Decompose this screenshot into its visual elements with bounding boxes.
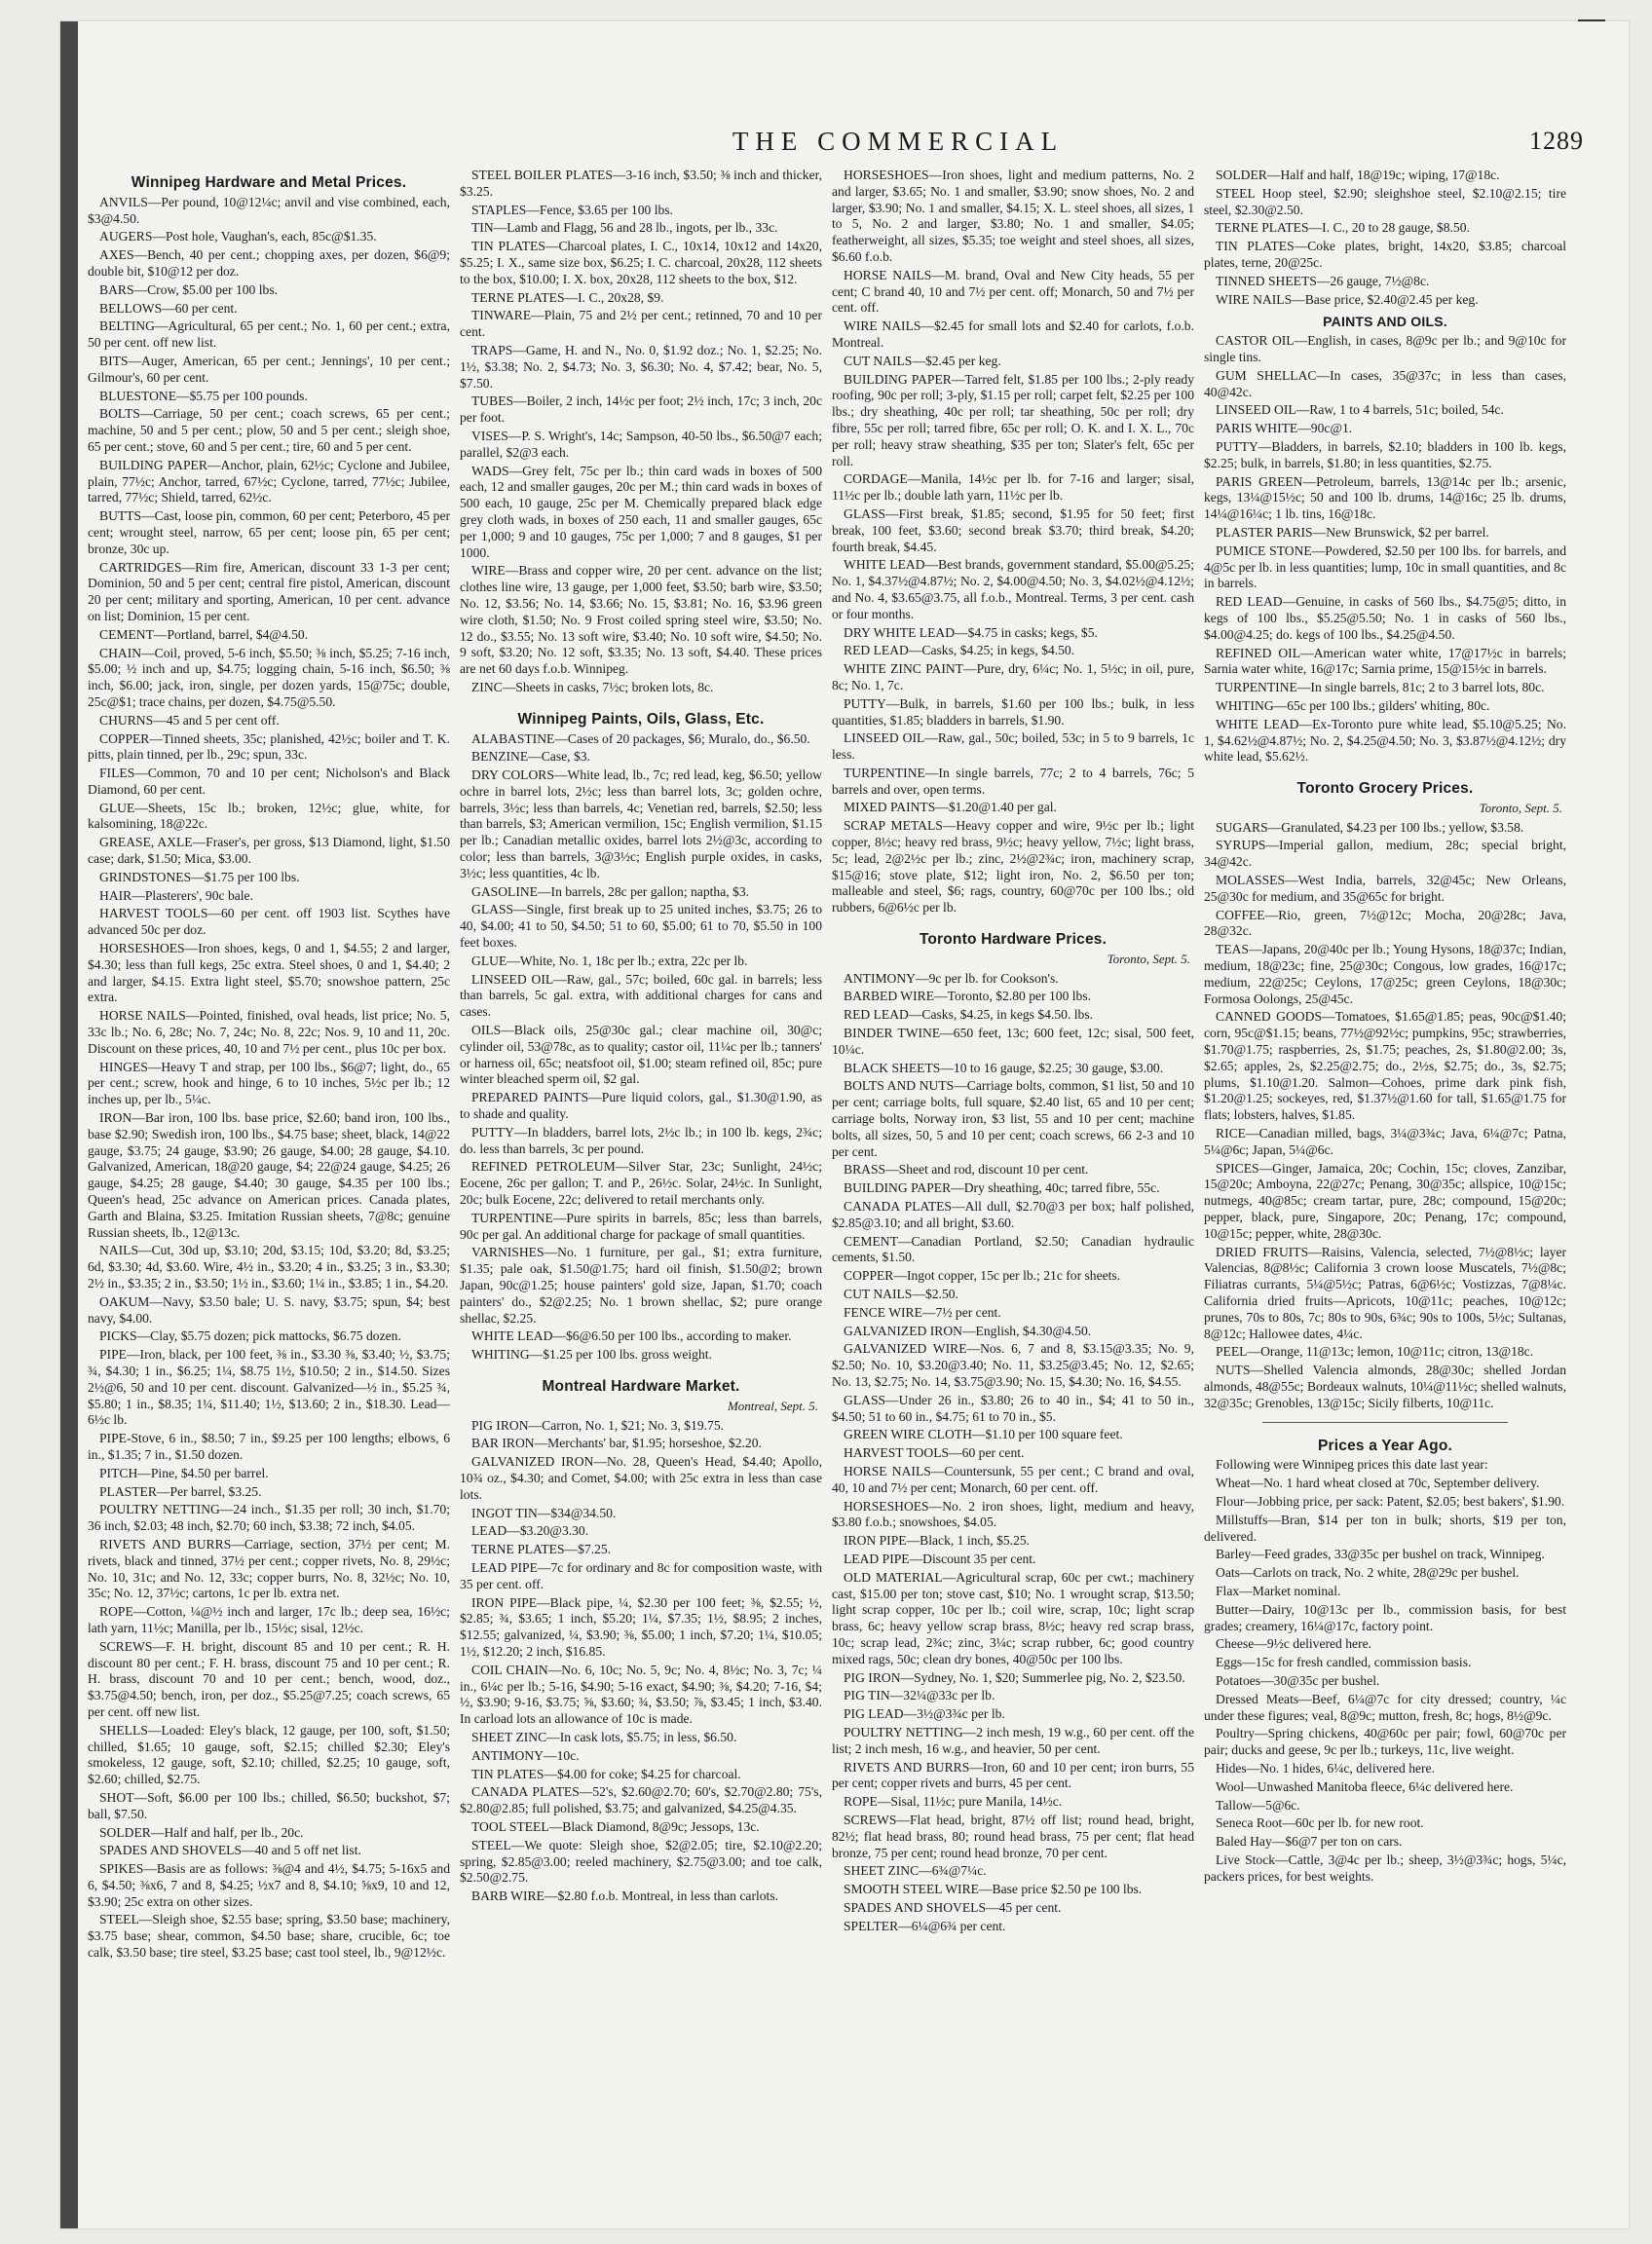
- price-entry: MOLASSES—West India, barrels, 32@45c; New Orleans, 25@30c for medium, and 35@65c for bright.: [1204, 873, 1566, 904]
- price-entry: GLASS—Single, first break up to 25 united inches, $3.75; 26 to 40, $4.00; 41 to 50, $4.50; 51 to 60, $5.00; 61 to 70, $5.50 in 100 feet boxes.: [460, 902, 822, 951]
- price-entry: CUT NAILS—$2.45 per keg.: [844, 353, 1001, 368]
- price-entry: NUTS—Shelled Valencia almonds, 28@30c; shelled Jordan almonds, 48@55c; Bordeaux walnuts, 10¼@11½c; shelled walnuts, 32@35c; Grenobles, 13@15c; Sicily filberts, 10@11c.: [1204, 1363, 1566, 1410]
- page-number: 1289: [1529, 127, 1584, 155]
- price-entry: GLUE—Sheets, 15c lb.; broken, 12½c; glue, white, for kalsomining, 18@22c.: [88, 800, 450, 832]
- price-entry: RED LEAD—Casks, $4.25; in kegs, $4.50.: [844, 643, 1075, 658]
- price-entry: STEEL BOILER PLATES—3-16 inch, $3.50; ⅜ inch and thicker, $3.25.: [460, 168, 822, 199]
- price-entry: BRASS—Sheet and rod, discount 10 per cent.: [844, 1162, 1089, 1178]
- price-entry: TIN PLATES—Charcoal plates, I. C., 10x14, 10x12 and 14x20, $5.25; I. X., same size box, $6.25; I. C. charcoal, 20x28, 112 sheets to the box, $10.00; I. X. box, 20x28, 112 sheets to the box, $12.: [460, 239, 822, 286]
- price-entry: CASTOR OIL—English, in cases, 8@9c per lb.; and 9@10c for single tins.: [1204, 333, 1566, 364]
- price-entry: CANADA PLATES—All dull, $2.70@3 per box; half polished, $2.85@3.10; and all bright, $3.60.: [832, 1199, 1194, 1230]
- price-entry: GASOLINE—In barrels, 28c per gallon; naptha, $3.: [471, 883, 750, 899]
- price-entry: TURPENTINE—In single barrels, 81c; 2 to 3 barrel lots, 80c.: [1216, 680, 1545, 695]
- price-entry: COPPER—Tinned sheets, 35c; planished, 42½c; boiler and T. K. pitts, plain tinned, per lb., 29c; spun, 33c.: [88, 730, 450, 763]
- price-entry: RICE—Canadian milled, bags, 3¼@3¾c; Java, 6¼@7c; Patna, 5¼@6c; Japan, 5¼@6c.: [1204, 1126, 1566, 1157]
- price-entry: TINNED SHEETS—26 gauge, 7½@8c.: [1216, 273, 1430, 288]
- price-entry: TERNE PLATES—$7.25.: [471, 1542, 612, 1557]
- price-entry: IRON—Bar iron, 100 lbs. base price, $2.60; band iron, 100 lbs., base $2.90; Swedish iron, 100 lbs., $4.75 base; sheet, black, 14@22 gauge, $3.75; 24 gauge, $3.90; 26 gauge, $4.00; 28 gauge, $4.10. Galvanized, American, 18@20 gauge, $4; 22@24 gauge, $4.25; 26 gauge, $4.25; 28 gauge, $4.40; 30 gauge, $4.35 per 100 lbs.; Queen's head, 25c advance on American prices. Canada plates, Garth and Blaina, $3.25. Imitation Russian sheets, 7@8c; genuine Russian sheets, lb., 12@13c.: [88, 1110, 450, 1240]
- price-entry: SUGARS—Granulated, $4.23 per 100 lbs.; yellow, $3.58.: [1216, 819, 1524, 835]
- price-entry: CHAIN—Coil, proved, 5-6 inch, $5.50; ⅜ inch, $5.25; 7-16 inch, $5.00; ½ inch and up, $4.75; logging chain, 5-16 inch, $6.50; ⅜ inch, $6.00; jack, iron, single, per dozen yards, 15@75c; double, 25c@$1; trace chains, per dozen, $4.75@5.50.: [88, 645, 450, 709]
- price-entry: PUTTY—Bladders, in barrels, $2.10; bladders in 100 lb. kegs, $2.25; bulk, in barrels, $1.80; in less quantities, $2.75.: [1204, 438, 1566, 470]
- page-binding-edge: [60, 21, 78, 2228]
- price-entry: PICKS—Clay, $5.75 dozen; pick mattocks, $6.75 dozen.: [99, 1328, 401, 1344]
- price-entry: BENZINE—Case, $3.: [471, 749, 590, 765]
- price-entry: OILS—Black oils, 25@30c gal.; clear machine oil, 30@c; cylinder oil, 53@78c, as to quality; castor oil, 11¼c per lb.; tanners' or harness oil, 65c; neatsfoot oil, $1.00; steam refined oil, 85c; pure winter bleached sperm oil, $2 gal.: [460, 1023, 822, 1087]
- price-entry: SPADES AND SHOVELS—45 per cent.: [844, 1899, 1062, 1915]
- price-entry: OAKUM—Navy, $3.50 bale; U. S. navy, $3.75; spun, $4; best navy, $4.00.: [88, 1293, 450, 1326]
- price-entry: TIN PLATES—$4.00 for coke; $4.25 for charcoal.: [471, 1766, 741, 1781]
- price-entry: BLACK SHEETS—10 to 16 gauge, $2.25; 30 gauge, $3.00.: [844, 1060, 1164, 1075]
- price-entry: AXES—Bench, 40 per cent.; chopping axes, per dozen, $6@9; double bit, $10@12 per doz.: [88, 247, 450, 279]
- dateline: Toronto, Sept. 5.: [1107, 951, 1190, 966]
- price-entry: LINSEED OIL—Raw, 1 to 4 barrels, 51c; boiled, 54c.: [1216, 402, 1504, 418]
- crop-mark: [1578, 19, 1605, 21]
- price-entry: BARB WIRE—$2.80 f.o.b. Montreal, in less than carlots.: [471, 1889, 779, 1904]
- price-entry: BINDER TWINE—650 feet, 13c; 600 feet, 12c; sisal, 500 feet, 10¼c.: [832, 1026, 1194, 1057]
- section-heading: Winnipeg Paints, Oils, Glass, Etc.: [517, 710, 765, 728]
- price-entry: ALABASTINE—Cases of 20 packages, $6; Muralo, do., $6.50.: [471, 730, 810, 746]
- price-entry: HORSE NAILS—Countersunk, 55 per cent.; C brand and oval, 40, 10 and 7½ per cent; Monarch, 60 per cent. off.: [832, 1463, 1194, 1495]
- price-entry: TIN—Lamb and Flagg, 56 and 28 lb., ingots, per lb., 33c.: [471, 220, 778, 236]
- price-entry: DRIED FRUITS—Raisins, Valencia, selected, 7½@8½c; layer Valencias, 8@8½c; California 3 crown loose Muscatels, 7½@8c; Filiatras currants, 5¼@5½c; Patras, 6@6½c; Vostizzas, 7@8¼c. California dried fruits—Apricots, 10@11c; peaches, 10@12c; prunes, 70s to 80s, 7c; 80s to 90s, 6¾c; 90s to 100s, 5½c; Sultanas, 8@12c; Hallowee dates, 4¼c.: [1204, 1244, 1566, 1341]
- price-entry: ANTIMONY—10c.: [471, 1747, 580, 1763]
- price-entry: Wool—Unwashed Manitoba fleece, 6¼c delivered here.: [1216, 1778, 1514, 1794]
- section-heading: Montreal Hardware Market.: [542, 1377, 740, 1395]
- price-entry: Barley—Feed grades, 33@35c per bushel on track, Winnipeg.: [1216, 1547, 1545, 1562]
- price-entry: WIRE NAILS—$2.45 for small lots and $2.40 for carlots, f.o.b. Montreal.: [832, 318, 1194, 350]
- price-entry: TRAPS—Game, H. and N., No. 0, $1.92 doz.; No. 1, $2.25; No. 1½, $3.38; No. 2, $4.73; No. 3, $6.30; No. 4, $7.42; bear, No. 5, $7.50.: [460, 342, 822, 391]
- price-entry: VISES—P. S. Wright's, 14c; Sampson, 40-50 lbs., $6.50@7 each; parallel, $2@3 each.: [460, 428, 822, 460]
- price-entry: TURPENTINE—Pure spirits in barrels, 85c; less than barrels, 90c per gal. An additional charge for package of small quantities.: [460, 1210, 822, 1242]
- price-entry: Seneca Root—60c per lb. for new root.: [1216, 1815, 1424, 1831]
- price-entry: SCREWS—F. H. bright, discount 85 and 10 per cent.; R. H. discount 80 per cent.; F. H. brass, discount 75 and 10 per cent.; R. H. brass, discount 70 and 10 per cent.; bench, wood, doz., $3.75@4.50; bench, iron, per doz., $5.25@7.25; coach screws, 65 per cent. off new list.: [88, 1638, 450, 1719]
- price-entry: HORSESHOES—Iron shoes, kegs, 0 and 1, $4.55; 2 and larger, $4.30; less than full kegs, 25c extra. Steel shoes, 0 and 1, $4.40; 2 and larger, $4.15. Extra light steel, $5.70; snowshoe pattern, 25c extra.: [88, 941, 450, 1005]
- price-entry: Tallow—5@6c.: [1216, 1797, 1300, 1813]
- price-entry: SPADES AND SHOVELS—40 and 5 off net list.: [99, 1843, 361, 1858]
- price-entry: STEEL Hoop steel, $2.90; sleighshoe steel, $2.10@2.15; tire steel, $2.30@2.50.: [1204, 185, 1566, 217]
- price-entry: LEAD PIPE—Discount 35 per cent.: [844, 1551, 1036, 1566]
- price-entry: Oats—Carlots on track, No. 2 white, 28@29c per bushel.: [1216, 1565, 1520, 1581]
- price-entry: PIPE-Stove, 6 in., $8.50; 7 in., $9.25 per 100 lengths; elbows, 6 in., $1.35; 7 in., $1.50 dozen.: [88, 1431, 450, 1462]
- price-entry: GLASS—First break, $1.85; second, $1.95 for 50 feet; first break, 100 feet, $3.60; second break $3.70; third break, $4.20; fourth break, $4.45.: [832, 505, 1194, 554]
- price-entry: REFINED PETROLEUM—Silver Star, 23c; Sunlight, 24½c; Eocene, 26c per gallon; T. and P., 26½c. Solar, 24½c. In Sunlight, 20c; bulk Eocene, 22c; delivered to retail merchants only.: [460, 1159, 822, 1208]
- price-entry: PIG IRON—Carron, No. 1, $21; No. 3, $19.75.: [471, 1417, 725, 1433]
- price-entry: DRY WHITE LEAD—$4.75 in casks; kegs, $5.: [844, 624, 1098, 640]
- price-entry: SMOOTH STEEL WIRE—Base price $2.50 pe 100 lbs.: [844, 1882, 1143, 1897]
- price-entry: BAR IRON—Merchants' bar, $1.95; horseshoe, $2.20.: [471, 1436, 762, 1451]
- price-entry: BUILDING PAPER—Dry sheathing, 40c; tarred fibre, 55c.: [844, 1180, 1160, 1196]
- price-entry: GLASS—Under 26 in., $3.80; 26 to 40 in., $4; 41 to 50 in., $4.50; 51 to 60 in., $4.75; 61 to 70 in., $5.: [832, 1392, 1194, 1424]
- price-entry: PIPE—Iron, black, per 100 feet, ⅜ in., $3.30 ⅜, $3.40; ½, $3.75; ¾, $4.30; 1 in., $6.25; 1¼, $8.75 1½, $10.50; 2 in., $14.50. Sizes 2½@6, 50 and 10 per cent. discount. Galvanized—½ in., $5.25 ¾, $5.80; 1 in., $8.35; 1¼, $11.40; 1½, $13.60; 2 in., $18.30. Lead—6½c lb.: [88, 1347, 450, 1428]
- price-entry: SOLDER—Half and half, per lb., 20c.: [99, 1824, 304, 1840]
- price-entry: LEAD PIPE—7c for ordinary and 8c for composition waste, with 35 per cent. off.: [460, 1559, 822, 1591]
- price-entry: TIN PLATES—Coke plates, bright, 14x20, $3.85; charcoal plates, terne, 20@25c.: [1204, 239, 1566, 270]
- price-entry: SHOT—Soft, $6.00 per 100 lbs.; chilled, $6.50; buckshot, $7; ball, $7.50.: [88, 1789, 450, 1821]
- price-entry: ANTIMONY—9c per lb. for Cookson's.: [844, 970, 1059, 986]
- price-entry: BUILDING PAPER—Anchor, plain, 62½c; Cyclone and Jubilee, plain, 77½c; Anchor, tarred, 67½c; Cyclone, tarred, 77½c; Jubilee, tarred, 77½c; Shield, tarred, 62½c.: [88, 457, 450, 505]
- dateline: Toronto, Sept. 5.: [1479, 800, 1562, 815]
- price-entry: PEEL—Orange, 11@13c; lemon, 10@11c; citron, 13@18c.: [1216, 1344, 1534, 1360]
- price-entry: RED LEAD—Casks, $4.25, in kegs $4.50. lbs.: [844, 1007, 1094, 1023]
- price-entry: Flax—Market nominal.: [1216, 1583, 1341, 1598]
- price-entry: GREASE, AXLE—Fraser's, per gross, $13 Diamond, light, $1.50 case; dark, $1.50; Mica, $3.00.: [88, 835, 450, 867]
- price-entry: SCRAP METALS—Heavy copper and wire, 9½c per lb.; light copper, 8½c; heavy red brass, 9½c; heavy yellow, 7½c; light brass, 5c; lead, 2@2½c per lb.; zinc, 2½@2¾c; iron, machinery scrap, $15@16; stove plate, $12; light iron, No. 2, $6.50 per ton; malleable and steel, $6; rags, country, 60@70c per 100 lbs.; old rubbers, 6@6½c per lb.: [832, 818, 1194, 916]
- price-entry: PITCH—Pine, $4.50 per barrel.: [99, 1465, 269, 1480]
- page-title: THE COMMERCIAL: [732, 127, 1065, 156]
- price-entry: GREEN WIRE CLOTH—$1.10 per 100 square feet.: [844, 1427, 1123, 1442]
- price-entry: AUGERS—Post hole, Vaughan's, each, 85c@$1.35.: [99, 229, 377, 244]
- price-entry: Eggs—15c for fresh candled, commission basis.: [1216, 1655, 1472, 1670]
- price-entry: WHITE LEAD—Ex-Toronto pure white lead, $5.10@5.25; No. 1, $4.62½@4.87½; No. 2, $4.25@4.50; No. 3, $3.87½@4.12½; dry white lead, $5.62½.: [1204, 716, 1566, 765]
- price-entry: COFFEE—Rio, green, 7½@12c; Mocha, 20@28c; Java, 28@32c.: [1204, 907, 1566, 939]
- price-entry: PREPARED PAINTS—Pure liquid colors, gal., $1.30@1.90, as to shade and quality.: [460, 1090, 822, 1122]
- price-entry: WHITE LEAD—$6@6.50 per 100 lbs., according to maker.: [471, 1328, 792, 1344]
- price-entry: PLASTER PARIS—New Brunswick, $2 per barrel.: [1216, 524, 1489, 540]
- price-entry: BUILDING PAPER—Tarred felt, $1.85 per 100 lbs.; 2-ply ready roofing, 90c per roll; 3-ply, $1.15 per roll; carpet felt, $2.25 per 100 lbs.; dry sheathing, 40c per roll; tar sheathing, 50c per roll; dry fibre, 55c per roll; tarred fibre, 65c per roll; O. K. and I. X. L., 70c per roll; heavy straw sheathing, $35 per ton; Slater's felt, 65c per roll.: [832, 371, 1194, 468]
- price-entry: WHITING—65c per 100 lbs.; gilders' whiting, 80c.: [1216, 697, 1490, 713]
- price-entry: TURPENTINE—In single barrels, 77c; 2 to 4 barrels, 76c; 5 barrels and over, open terms.: [832, 765, 1194, 797]
- price-entry: BARS—Crow, $5.00 per 100 lbs.: [99, 281, 279, 297]
- price-entry: HARVEST TOOLS—60 per cent. off 1903 list. Scythes have advanced 50c per doz.: [88, 906, 450, 938]
- price-entry: Potatoes—30@35c per bushel.: [1216, 1672, 1380, 1688]
- price-entry: PUMICE STONE—Powdered, $2.50 per 100 lbs. for barrels, and 4@5c per lb. in less quantities; lump, 10c in small quantities, and 8c in barrels.: [1204, 542, 1566, 591]
- price-entry: TUBES—Boiler, 2 inch, 14½c per foot; 2½ inch, 17c; 3 inch, 20c per foot.: [460, 393, 822, 426]
- price-entry: BUTTS—Cast, loose pin, common, 60 per cent; Peterboro, 45 per cent; wrought steel, narrow, 65 per cent; loose pin, 65 per cent; bronze, 30c up.: [88, 508, 450, 556]
- price-entry: GUM SHELLAC—In cases, 35@37c; in less than cases, 40@42c.: [1204, 367, 1566, 399]
- price-entry: TINWARE—Plain, 75 and 2½ per cent.; retinned, 70 and 10 per cent.: [460, 308, 822, 340]
- price-entry: PARIS GREEN—Petroleum, barrels, 13@14c per lb.; arsenic, kegs, 13¼@15½c; 50 and 100 lb. drums, 14@16c; 25 lb. drums, 14¼@16¼c; 1 lb. tins, 16@18c.: [1204, 473, 1566, 522]
- price-entry: PIG LEAD—3½@3¾c per lb.: [844, 1706, 1005, 1722]
- price-entry: HAIR—Plasterers', 90c bale.: [99, 887, 253, 903]
- price-entry: CEMENT—Canadian Portland, $2.50; Canadian hydraulic cements, $1.50.: [832, 1233, 1194, 1265]
- price-entry: ZINC—Sheets in casks, 7½c; broken lots, 8c.: [471, 679, 714, 694]
- price-entry: WHITING—$1.25 per 100 lbs. gross weight.: [471, 1347, 712, 1363]
- price-entry: SYRUPS—Imperial gallon, medium, 28c; special bright, 34@42c.: [1204, 838, 1566, 870]
- price-entry: WADS—Grey felt, 75c per lb.; thin card wads in boxes of 500 each, 12 and smaller gauges, 20c per M.; thin card wads in boxes of 500 each, 10 gauge, 25c per M. Chemically prepared black edge grey cloth wads, in boxes of 250 each, 11 and smaller gauges, 65c per 1,000; 9 and 10 gauges, 75c per 1,000; 7 and 8 gauges, $1 per 1000.: [460, 463, 822, 560]
- price-entry: TERNE PLATES—I. C., 20x28, $9.: [471, 289, 664, 305]
- price-entry: INGOT TIN—$34@34.50.: [471, 1505, 617, 1520]
- price-entry: Poultry—Spring chickens, 40@60c per pair; fowl, 60@70c per pair; ducks and geese, 9c per lb.; turkeys, 11c, live weight.: [1204, 1726, 1566, 1758]
- price-entry: Hides—No. 1 hides, 6¼c, delivered here.: [1216, 1760, 1435, 1776]
- price-entry: SPICES—Ginger, Jamaica, 20c; Cochin, 15c; cloves, Zanzibar, 15@20c; Amboyna, 22@27c; Penang, 30@35c; allspice, 10@15c; nutmegs, 40@85c; cream tartar, pure, 28c; compound, 15@20c; pepper, black, pure, Singapore, 20c; Penang, 17c; compound, 10@15c; pepper, white, 28@30c.: [1204, 1160, 1566, 1241]
- section-heading: Winnipeg Hardware and Metal Prices.: [131, 174, 407, 191]
- price-entry: VARNISHES—No. 1 furniture, per gal., $1; extra furniture, $1.35; pale oak, $1.50@1.75; hard oil finish, $1.50@2; brown Japan, 90c@1.25; house painters' gold size, Japan, $1.70; coach painters' do., $2@2.25; No. 1 brown shellac, $2; pure orange shellac, $2.25.: [460, 1245, 822, 1326]
- price-entry: NAILS—Cut, 30d up, $3.10; 20d, $3.15; 10d, $3.20; 8d, $3.25; 6d, $3.30; 4d, $3.60. Wire, 4½ in., $3.20; 4 in., $3.25; 3 in., $3.30; 2½ in., $3.35; 2 in., $3.50; 1½ in., $3.60; 1¼ in., $3.85; 1 in., $4.20.: [88, 1243, 450, 1290]
- price-entry: SHEET ZINC—6¾@7¼c.: [844, 1863, 987, 1879]
- price-entry: HINGES—Heavy T and strap, per 100 lbs., $6@7; light, do., 65 per cent.; screw, hook and hinge, 6 to 10 inches, 5½c per lb.; 12 inches up, per lb., 5¼c.: [88, 1059, 450, 1107]
- price-entry: BARBED WIRE—Toronto, $2.80 per 100 lbs.: [844, 989, 1092, 1004]
- price-entry: RIVETS AND BURRS—Carriage, section, 37½ per cent; M. rivets, black and tinned, 37½ per cent.; copper rivets, No. 8, 29½c; No. 10, 31c; and No. 12, 33c; copper burrs, No. 8, 32½c; No. 10, 35c; No. 12, 37½c; cartons, 1c per lb. extra net.: [88, 1536, 450, 1601]
- price-entry: HORSESHOES—Iron shoes, light and medium patterns, No. 2 and larger, $3.65; No. 1 and smaller, $3.90; snow shoes, No. 2 and larger, $3.90; No. 1 and smaller, $4.15; X. L. steel shoes, all sizes, 1 to 5, No. 2 and larger, $3.80; No. 1 and smaller, $4.05; featherweight, all sizes, $5.35; toe weight and steel shoes, all sizes, $6.60 f.o.b.: [832, 168, 1194, 264]
- newspaper-page: [60, 21, 1629, 2228]
- section-subheading: PAINTS AND OILS.: [1323, 314, 1447, 330]
- price-entry: GALVANIZED IRON—No. 28, Queen's Head, $4.40; Apollo, 10¾ oz., $4.30; and Comet, $4.00; with 25c extra in less than case lots.: [460, 1454, 822, 1502]
- price-entry: IRON PIPE—Black pipe, ¼, $2.30 per 100 feet; ⅜, $2.55; ½, $2.85; ¾, $3.65; 1 inch, $5.20; 1¼, $7.35; 1½, $8.95; 2 inches, $12.55; galvanized, ¼, $3.90; ⅜, $5.00; 1 inch, $7.20; 1¼, $10.05; 1½, $12.20; 2 inch, $16.85.: [460, 1594, 822, 1659]
- price-entry: Cheese—9½c delivered here.: [1216, 1636, 1372, 1652]
- price-entry: COPPER—Ingot copper, 15c per lb.; 21c for sheets.: [844, 1268, 1121, 1284]
- column-3: [832, 168, 1194, 2228]
- price-entry: TEAS—Japans, 20@40c per lb.; Young Hysons, 18@37c; Indian, medium, 18@23c; fine, 25@30c; Congous, low grades, 16@17c; medium, 22@25c; Ceylons, 17@25c; green Ceylons, 18@30c; Formosa Oolongs, 25@45c.: [1204, 942, 1566, 1006]
- price-entry: BLUESTONE—$5.75 per 100 pounds.: [99, 388, 308, 403]
- price-entry: SHEET ZINC—In cask lots, $5.75; in less, $6.50.: [471, 1729, 737, 1744]
- price-entry: SOLDER—Half and half, 18@19c; wiping, 17@18c.: [1216, 168, 1500, 182]
- price-entry: CEMENT—Portland, barrel, $4@4.50.: [99, 626, 309, 642]
- price-entry: WIRE NAILS—Base price, $2.40@2.45 per keg.: [1216, 291, 1479, 307]
- price-entry: POULTRY NETTING—24 inch., $1.35 per roll; 30 inch, $1.70; 36 inch, $2.03; 48 inch, $2.70; 60 inch, $3.38; 72 inch, $4.05.: [88, 1502, 450, 1534]
- price-entry: RED LEAD—Genuine, in casks of 560 lbs., $4.75@5; ditto, in kegs of 100 lbs., $5.25@5.50; No. 1 in casks of 560 lbs., $4.00@4.25; do. kegs of 100 lbs., $4.25@4.50.: [1204, 594, 1566, 642]
- price-entry: RIVETS AND BURRS—Iron, 60 and 10 per cent; iron burrs, 55 per cent; copper rivets and burrs, 45 per cent.: [832, 1759, 1194, 1791]
- price-entry: WHITE LEAD—Best brands, government standard, $5.00@5.25; No. 1, $4.37½@4.87½; No. 2, $4.00@4.50; No. 3, $4.02½@4.12½; and No. 4, $3.65@3.75, all f.o.b., Montreal. Terms, 3 per cent. cash or four months.: [832, 557, 1194, 621]
- price-entry: DRY COLORS—White lead, lb., 7c; red lead, keg, $6.50; yellow ochre in barrel lots, 2½c; less than barrel lots, 3c; golden ochre, barrels, 3½c; less than barrels, 4c; Venetian red, barrels, $2.50; less than barrels, $3; American vermilion, 15c; English vermilion, $1.15 per lb.; Canadian metallic oxides, barrel lots 2½@3c, according to color; less than barrels, 3@3½c; English purple oxides, in casks, 3½c; less quantities, 4c lb.: [460, 767, 822, 880]
- price-entry: COIL CHAIN—No. 6, 10c; No. 5, 9c; No. 4, 8½c; No. 3, 7c; ¼ in., 6¼c per lb.; 5-16, $4.90; 5-16 exact, $4.90; ⅜, $4.20; 7-16, $4; ½, $3.90; 9-16, $3.75; ⅝, $3.60; ¾, $3.50; ⅞, $3.45; 1 inch, $3.40. In carload lots an allowance of 10c is made.: [460, 1662, 822, 1727]
- price-entry: ROPE—Cotton, ¼@½ inch and larger, 17c lb.; deep sea, 16½c; lath yarn, 11½c; Manilla, per lb., 15½c; sisal, 12½c.: [88, 1604, 450, 1635]
- price-entry: MIXED PAINTS—$1.20@1.40 per gal.: [844, 800, 1057, 815]
- price-entry: PARIS WHITE—90c@1.: [1216, 421, 1353, 436]
- price-entry: CHURNS—45 and 5 per cent off.: [99, 712, 280, 728]
- price-entry: Flour—Jobbing price, per sack: Patent, $2.05; best bakers', $1.90.: [1216, 1493, 1565, 1509]
- price-entry: CANADA PLATES—52's, $2.60@2.70; 60's, $2.70@2.80; 75's, $2.80@2.85; full polished, $3.75; and galvanized, $4.25@4.35.: [460, 1784, 822, 1816]
- price-entry: CANNED GOODS—Tomatoes, $1.65@1.85; peas, 90c@$1.40; corn, 95c@$1.15; beans, 77½@92½c; pumpkins, 95c; strawberries, $1.70@1.75; raspberries, 2s, $1.75; peaches, 2s, $1.80@2.00; 3s, $2.65; apples, 2s, $2.25@2.75; do., 2½s, $2.75; do., 3s, $2.75; plums, $1.10@1.20. Salmon—Cohoes, prime dark pink fish, $1.20@1.25; sockeyes, red, $1.37½@1.60 for tall, $1.65@1.75 for flats; lobsters, halves, $1.85.: [1204, 1009, 1566, 1123]
- price-entry: BOLTS AND NUTS—Carriage bolts, common, $1 list, 50 and 10 per cent; carriage bolts, full square, $2.40 list, 65 and 10 per cent; carriage bolts, Norway iron, $3 list, 55 and 10 per cent; machine bolts, all sizes, 50, 5 and 10 per cent; coach screws, 66 2-3 and 10 per cent.: [832, 1078, 1194, 1159]
- price-entry: HORSESHOES—No. 2 iron shoes, light, medium and heavy, $3.80 f.o.b.; snowshoes, $4.05.: [832, 1498, 1194, 1530]
- price-entry: STEEL—We quote: Sleigh shoe, $2@2.05; tire, $2.10@2.20; spring, $2.85@3.00; reeled machinery, $2.75@3.00; and toe calk, $2.50@2.75.: [460, 1837, 822, 1886]
- section-heading: Prices a Year Ago.: [1317, 1437, 1452, 1454]
- price-entry: GLUE—White, No. 1, 18c per lb.; extra, 22c per lb.: [471, 953, 748, 968]
- price-entry: SHELLS—Loaded: Eley's black, 12 gauge, per 100, soft, $1.50; chilled, $1.65; 10 gauge, soft, $2.15; chilled $2.30; Eley's smokeless, 12 gauge, soft, $2.10; chilled, $2.25; 10 gauge, soft, $2.60; chilled, $2.75.: [88, 1722, 450, 1787]
- price-entry: LINSEED OIL—Raw, gal., 50c; boiled, 53c; in 5 to 9 barrels, 1c less.: [832, 730, 1194, 763]
- section-divider: [1262, 1422, 1508, 1423]
- price-entry: Live Stock—Cattle, 3@4c per lb.; sheep, 3½@3¾c; hogs, 5¼c, packers prices, for best weights.: [1204, 1851, 1566, 1884]
- price-entry: HORSE NAILS—Pointed, finished, oval heads, list price; No. 5, 33c lb.; No. 6, 28c; No. 7, 24c; No. 8, 22c; Nos. 9, 10 and 11, 20c. Discount on these prices, 40, 10 and 7½ per cent., plus 10c per box.: [88, 1008, 450, 1056]
- price-entry: Butter—Dairy, 10@13c per lb., commission basis, for best grades; creamery, 16¼@17c, factory point.: [1204, 1601, 1566, 1633]
- price-entry: ROPE—Sisal, 11½c; pure Manila, 14½c.: [844, 1794, 1063, 1810]
- price-entry: HORSE NAILS—M. brand, Oval and New City heads, 55 per cent; C brand 40, 10 and 7½ per cent. off; Monarch, 50 and 7½ per cent. off.: [832, 267, 1194, 316]
- section-heading: Toronto Grocery Prices.: [1296, 780, 1474, 798]
- price-entry: PUTTY—Bulk, in barrels, $1.60 per 100 lbs.; bulk, in less quantities, $1.85; bladders in barrels, $1.90.: [832, 695, 1194, 728]
- price-entry: Dressed Meats—Beef, 6¼@7c for city dressed; country, ¼c under these figures; veal, 8@9c; mutton, fresh, 8c; hogs, 8½@9c.: [1204, 1691, 1566, 1723]
- price-entry: CARTRIDGES—Rim fire, American, discount 33 1-3 per cent; Dominion, 50 and 5 per cent; central fire pistol, American, discount 20 per cent; military and sporting, American, 10 per cent. advance on list; Dominion, 15 per cent.: [88, 559, 450, 623]
- dateline: Montreal, Sept. 5.: [727, 1398, 818, 1413]
- price-entry: HARVEST TOOLS—60 per cent.: [844, 1445, 1025, 1461]
- price-entry: Wheat—No. 1 hard wheat closed at 70c, September delivery.: [1216, 1476, 1540, 1491]
- section-heading: Toronto Hardware Prices.: [919, 931, 1108, 949]
- price-entry: FILES—Common, 70 and 10 per cent; Nicholson's and Black Diamond, 60 per cent.: [88, 766, 450, 797]
- price-entry: STAPLES—Fence, $3.65 per 100 lbs.: [471, 202, 673, 217]
- price-entry: STEEL—Sleigh shoe, $2.55 base; spring, $3.50 base; machinery, $3.75 base; shear, common, $4.50 base; share, crucible, 6c; toe calk, $3.50 base; tire steel, $3.25 base; cast tool steel, lb., 9@12½c.: [88, 1912, 450, 1961]
- price-entry: WHITE ZINC PAINT—Pure, dry, 6¼c; No. 1, 5½c; in oil, pure, 8c; No. 1, 7c.: [832, 661, 1194, 692]
- column-1: [88, 168, 450, 2228]
- price-entry: REFINED OIL—American water white, 17@17½c in barrels; Sarnia water white, 16@17c; Sarnia prime, 15@15½c in barrels.: [1204, 645, 1566, 677]
- price-entry: BELTING—Agricultural, 65 per cent.; No. 1, 60 per cent.; extra, 50 per cent. off new list.: [88, 318, 450, 351]
- price-entry: CUT NAILS—$2.50.: [844, 1287, 958, 1301]
- price-entry: WIRE—Brass and copper wire, 20 per cent. advance on the list; clothes line wire, 13 gauge, per 1,000 feet, $3.50; barb wire, $3.50; No. 12, $3.56; No. 14, $3.66; No. 15, $3.81; No. 16, $3.96 green wire cloth, $1.50; No. 9 Frost coiled spring steel wire, $3.50; No. 12 do., $3.55; No. 13 soft wire, $3.40; No. 10 soft wire, $4.50; No. 9 soft, $3.20; No. 12 soft, $3.35; No. 13 soft, $4.40. These prices are net 60 days f.o.b. Winnipeg.: [460, 563, 822, 677]
- price-entry: IRON PIPE—Black, 1 inch, $5.25.: [844, 1533, 1031, 1549]
- price-entry: Following were Winnipeg prices this date last year:: [1216, 1457, 1488, 1473]
- price-entry: TOOL STEEL—Black Diamond, 8@9c; Jessops, 13c.: [471, 1818, 760, 1834]
- price-entry: BOLTS—Carriage, 50 per cent.; coach screws, 65 per cent.; machine, 50 and 5 per cent.; plow, 50 and 5 per cent.; sleigh shoe, 65 per cent.; stove, 60 and 5 per cent.; tire, 60 and 5 per cent.: [88, 406, 450, 454]
- price-entry: SPIKES—Basis are as follows: ⅜@4 and 4½, $4.75; 5-16x5 and 6, $4.50; ⅜x6, 7 and 8, $4.25; ½x7 and 8, $4.10; ⅝x9, 10 and 12, $3.90; 25c extra on other sizes.: [88, 1861, 450, 1909]
- price-entry: OLD MATERIAL—Agricultural scrap, 60c per cwt.; machinery cast, $15.00 per ton; stove cast, $10; No. 1 wrought scrap, $13.50; light scrap copper, 10c per lb.; coil wire, scrap, 10c; light scrap brass, 6c; heavy yellow scrap brass, 8½c; heavy red scrap brass, 10c; scrap lead, 2¾c; zinc, 3¼c; scrap rubber, 6c; good country mixed rags, 50c; clean dry bones, 40@50c per 100 lbs.: [832, 1569, 1194, 1666]
- column-2: [460, 168, 822, 2228]
- price-entry: FENCE WIRE—7½ per cent.: [844, 1304, 1001, 1320]
- price-entry: POULTRY NETTING—2 inch mesh, 19 w.g., 60 per cent. off the list; 2 inch mesh, 16 w.g., and heavier, 50 per cent.: [832, 1724, 1194, 1756]
- price-entry: CORDAGE—Manila, 14½c per lb. for 7-16 and larger; sisal, 11½c per lb.; double lath yarn, 11½c per lb.: [832, 471, 1194, 504]
- price-entry: ANVILS—Per pound, 10@12¼c; anvil and vise combined, each, $3@4.50.: [88, 194, 450, 226]
- price-entry: BELLOWS—60 per cent.: [99, 300, 238, 316]
- price-entry: SPELTER—6¼@6¾ per cent.: [844, 1918, 1006, 1933]
- price-entry: BITS—Auger, American, 65 per cent.; Jennings', 10 per cent.; Gilmour's, 60 per cent.: [88, 353, 450, 385]
- price-entry: GRINDSTONES—$1.75 per 100 lbs.: [99, 869, 300, 884]
- column-4: [1204, 168, 1566, 2228]
- price-entry: GALVANIZED WIRE—Nos. 6, 7 and 8, $3.15@3.35; No. 9, $2.50; No. 10, $3.20@3.40; No. 11, $3.25@3.45; No. 12, $2.65; No. 13, $2.75; No. 14, $3.75@3.90; No. 15, $4.30; No. 16, $4.55.: [832, 1341, 1194, 1389]
- price-entry: SCREWS—Flat head, bright, 87½ off list; round head, bright, 82½; flat head brass, 80; round head brass, 75 per cent; flat head bronze, 75 per cent; round head bronze, 70 per cent.: [832, 1812, 1194, 1860]
- price-entry: Millstuffs—Bran, $14 per ton in bulk; shorts, $19 per ton, delivered.: [1204, 1512, 1566, 1544]
- price-entry: PIG TIN—32¼@33c per lb.: [844, 1688, 995, 1703]
- price-entry: PLASTER—Per barrel, $3.25.: [99, 1483, 262, 1499]
- price-entry: LINSEED OIL—Raw, gal., 57c; boiled, 60c gal. in barrels; less than barrels, 5c gal. extra, with additional charges for cans and cases.: [460, 971, 822, 1020]
- price-entry: Baled Hay—$6@7 per ton on cars.: [1216, 1834, 1403, 1850]
- price-entry: TERNE PLATES—I. C., 20 to 28 gauge, $8.50.: [1216, 220, 1470, 236]
- price-entry: LEAD—$3.20@3.30.: [471, 1523, 589, 1539]
- price-entry: PUTTY—In bladders, barrel lots, 2½c lb.; in 100 lb. kegs, 2¾c; do. less than barrels, 3c per pound.: [460, 1124, 822, 1156]
- price-entry: PIG IRON—Sydney, No. 1, $20; Summerlee pig, No. 2, $23.50.: [844, 1669, 1185, 1685]
- price-entry: GALVANIZED IRON—English, $4.30@4.50.: [844, 1323, 1092, 1338]
